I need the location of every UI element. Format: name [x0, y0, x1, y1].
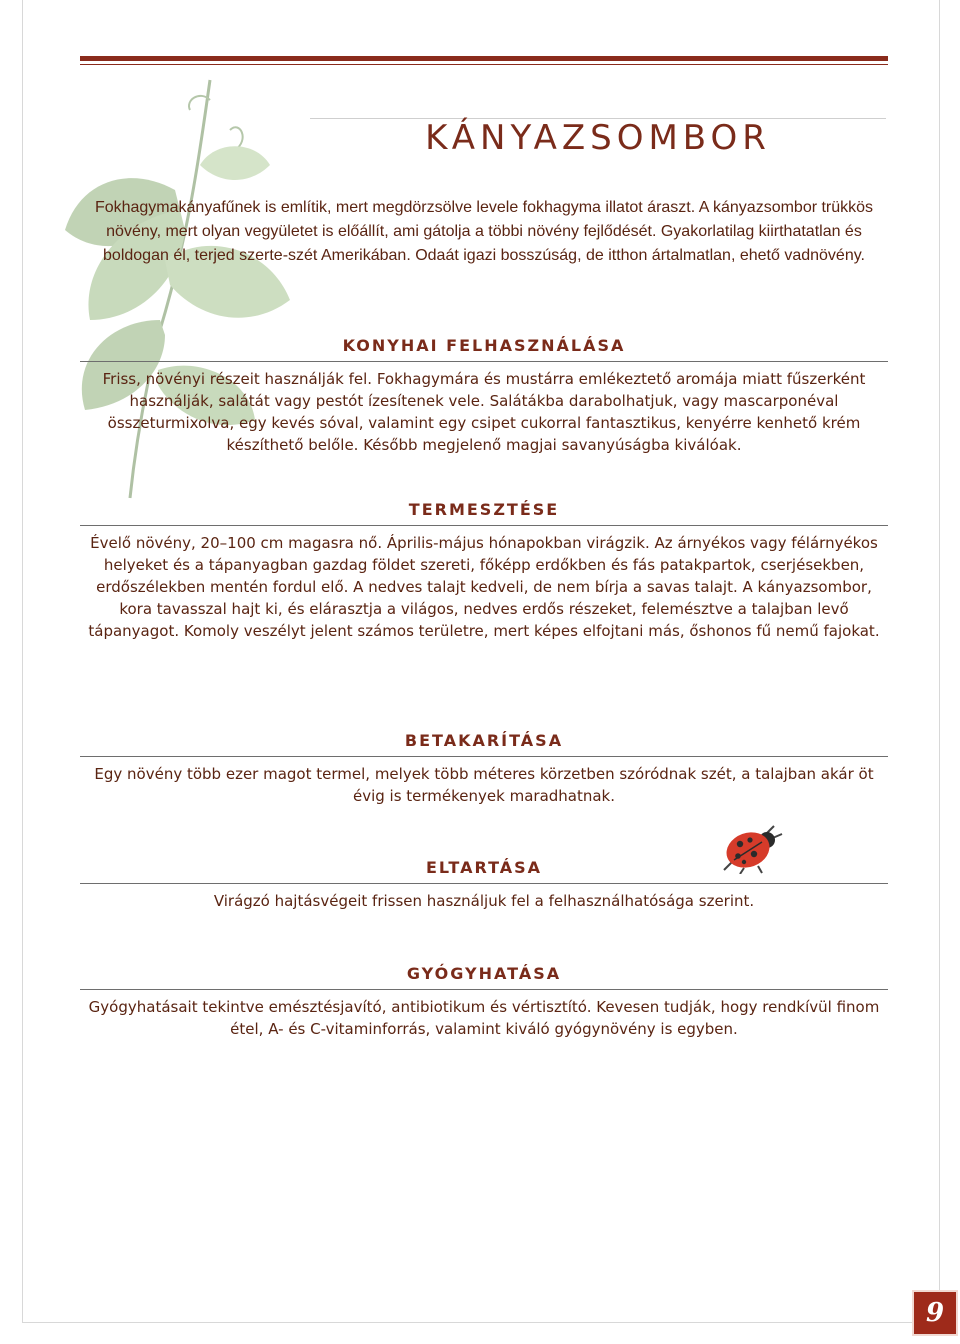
header-rule-thin: [80, 64, 888, 65]
section-heading: KONYHAI FELHASZNÁLÁSA: [342, 336, 626, 355]
section-rule: [80, 883, 888, 884]
section-text: Évelő növény, 20–100 cm magasra nő. Április-május hónapokban virágzik. Az árnyékos vagy félárnyékos helyeket és a tápanyagban gazdag földet szereti, főképp erdőkben és fás patakpartok, cserjésekben, erdőszélekben mentén fordul elő. A nedves talajt kedveli, de nem bírja a savas talajt. A kányazsombor, kora tavasszal hajt ki, és elárasztja a világos, nedves erdős részeket, felemésztve a talajban levő tápanyagot. Komoly veszélyt jelent számos területre, mert képes elfojtani más, őshonos fű nemű fajokat.: [88, 534, 880, 640]
ladybug-icon: [718, 822, 786, 874]
section-gyogyhatas: [80, 964, 888, 1040]
section-heading: TERMESZTÉSE: [408, 500, 560, 519]
section-heading: ELTARTÁSA: [425, 858, 543, 877]
section-text: Virágzó hajtásvégeit frissen használjuk fel a felhasználhatósága szerint.: [213, 892, 755, 910]
section-rule: [80, 361, 888, 362]
section-konyhai-felhasznalas: [80, 336, 888, 456]
section-termesztes: [80, 500, 888, 642]
section-rule: [80, 525, 888, 526]
section-heading: GYÓGYHATÁSA: [406, 964, 562, 983]
section-rule: [80, 756, 888, 757]
section-betakaritas: [80, 731, 888, 807]
page-number-badge: 9: [912, 1290, 958, 1336]
page-title: KÁNYAZSOMBOR: [425, 118, 771, 158]
intro-paragraph: Fokhagymakányafűnek is említik, mert megdörzsölve levele fokhagyma illatot áraszt. A kányazsombor trükkös növény, mert olyan vegyületet is előállít, ami gátolja a többi növény fejlődését. Gyakorlatilag kiirthatatlan és boldogan él, terjed szerte-szét Amerikában. Odaát igazi bosszúság, de itthon ártalmatlan, ehető vadnövény.: [94, 199, 874, 264]
section-rule: [80, 989, 888, 990]
section-text: Gyógyhatásait tekintve emésztésjavító, antibiotikum és vértisztító. Kevesen tudják, hogy rendkívül finom étel, A- és C-vitaminforrás, valamint kiváló gyógynövény is egyben.: [88, 998, 880, 1038]
header-rule-thick: [80, 56, 888, 61]
section-text: Egy növény több ezer magot termel, melyek több méteres körzetben szóródnak szét, a talajban akár öt évig is termékenyek maradhatnak.: [94, 765, 874, 805]
section-heading: BETAKARÍTÁSA: [404, 731, 564, 750]
section-text: Friss, növényi részeit használják fel. Fokhagymára és mustárra emlékeztető aromája miatt fűszerként használják, salátát vagy pestót ízesítenek vele. Salátákba darabolhatjuk, vagy mascarponéval összeturmixolva, egy kevés sóval, valamint egy csipet cukorral fantasztikus, kenyérre kenhető krém készíthető belőle. Később megjelenő magjai savanyúságba kiválóak.: [102, 370, 866, 454]
